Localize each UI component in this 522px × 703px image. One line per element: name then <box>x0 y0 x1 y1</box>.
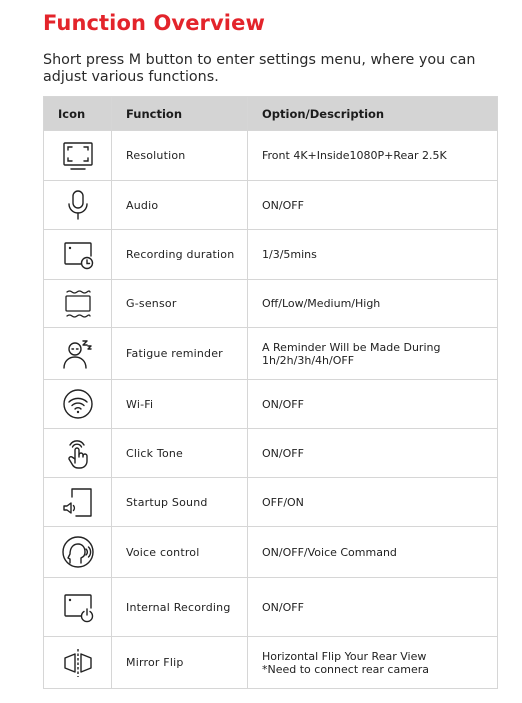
option-text: A Reminder Will be Made During 1h/2h/3h/4h/OFF <box>248 328 498 380</box>
icon-cell <box>44 328 112 380</box>
startup-sound-icon <box>61 485 95 519</box>
microphone-icon <box>61 188 95 222</box>
header-icon: Icon <box>44 97 112 131</box>
intro-text: Short press M button to enter settings menu, where you can adjust various functions. <box>43 52 476 85</box>
table-row <box>44 230 498 280</box>
table-row <box>44 280 498 328</box>
option-text: ON/OFF <box>248 181 498 230</box>
function-name: Startup Sound <box>112 478 248 527</box>
function-name: Internal Recording <box>112 578 248 637</box>
function-name: Mirror Flip <box>112 637 248 689</box>
table-row <box>44 380 498 429</box>
icon-cell <box>44 478 112 527</box>
function-name: Audio <box>112 181 248 230</box>
option-text: ON/OFF <box>248 578 498 637</box>
function-name: Wi-Fi <box>112 380 248 429</box>
page-title: Function Overview <box>43 11 265 35</box>
icon-cell <box>44 280 112 328</box>
table-row <box>44 131 498 181</box>
icon-cell <box>44 131 112 181</box>
table-row <box>44 429 498 478</box>
option-text: ON/OFF <box>248 380 498 429</box>
table-row <box>44 578 498 637</box>
icon-cell <box>44 181 112 230</box>
g-sensor-icon <box>61 287 95 321</box>
table-row <box>44 527 498 578</box>
icon-cell <box>44 637 112 689</box>
icon-cell <box>44 578 112 637</box>
mirror-flip-icon <box>61 646 95 680</box>
recording-duration-icon <box>61 238 95 272</box>
wifi-icon <box>61 387 95 421</box>
option-text: 1/3/5mins <box>248 230 498 280</box>
table-row <box>44 637 498 689</box>
table-header-row <box>44 97 498 131</box>
header-function: Function <box>112 97 248 131</box>
function-name: Fatigue reminder <box>112 328 248 380</box>
option-cell <box>248 637 498 689</box>
function-name: Resolution <box>112 131 248 181</box>
option-text: OFF/ON <box>248 478 498 527</box>
option-text: Horizontal Flip Your Rear View <box>262 649 427 663</box>
icon-cell <box>44 230 112 280</box>
option-text: ON/OFF <box>248 429 498 478</box>
option-text: ON/OFF/Voice Command <box>248 527 498 578</box>
icon-cell <box>44 429 112 478</box>
function-name: Recording duration <box>112 230 248 280</box>
icon-cell <box>44 380 112 429</box>
internal-recording-icon <box>61 590 95 624</box>
icon-cell <box>44 527 112 578</box>
option-text: Off/Low/Medium/High <box>248 280 498 328</box>
option-note: *Need to connect rear camera <box>262 662 429 676</box>
function-table <box>43 96 498 689</box>
table-row <box>44 478 498 527</box>
function-name: G-sensor <box>112 280 248 328</box>
option-text: Front 4K+Inside1080P+Rear 2.5K <box>248 131 498 181</box>
header-option: Option/Description <box>248 97 498 131</box>
voice-control-icon <box>61 535 95 569</box>
tap-hand-icon <box>61 436 95 470</box>
table-row <box>44 328 498 380</box>
function-name: Voice control <box>112 527 248 578</box>
table-row <box>44 181 498 230</box>
resolution-frame-icon <box>61 139 95 173</box>
function-name: Click Tone <box>112 429 248 478</box>
fatigue-person-icon <box>61 337 95 371</box>
